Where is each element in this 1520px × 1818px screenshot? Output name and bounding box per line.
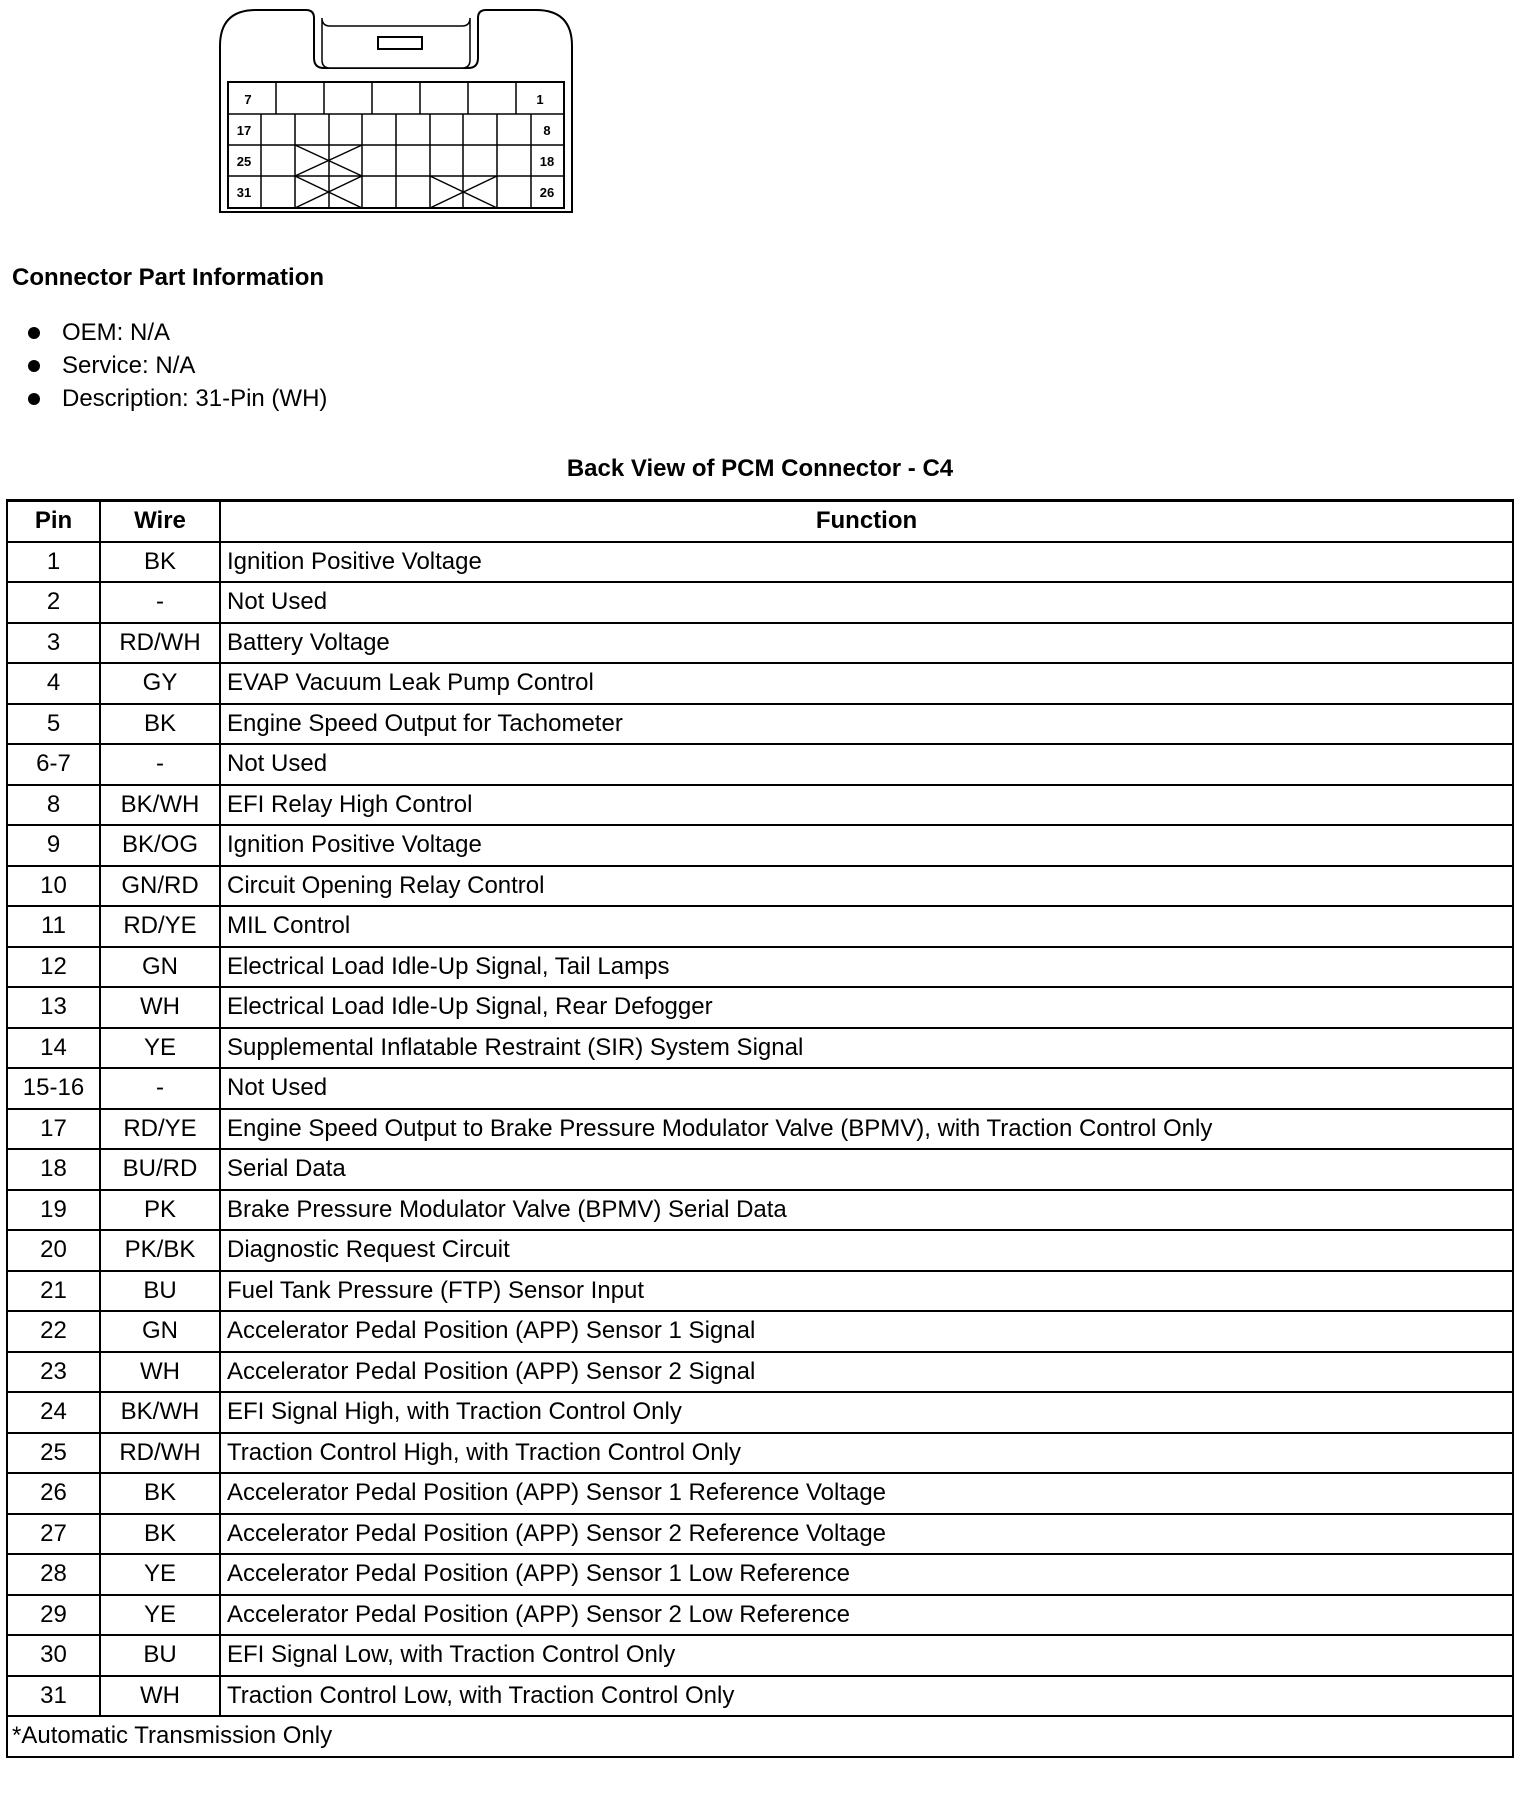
function-cell: Brake Pressure Modulator Valve (BPMV) Serial Data	[220, 1190, 1513, 1231]
pin-cell: 2	[7, 582, 100, 623]
pin-cell: 22	[7, 1311, 100, 1352]
part-info-heading: Connector Part Information	[12, 264, 325, 291]
wire-cell: RD/WH	[100, 1433, 220, 1474]
table-row	[7, 1190, 1513, 1231]
function-cell: Serial Data	[220, 1149, 1513, 1190]
pin-cell: 24	[7, 1392, 100, 1433]
pin-cell: 26	[7, 1473, 100, 1514]
pin-cell: 8	[7, 785, 100, 826]
table-row	[7, 1352, 1513, 1393]
wire-cell: RD/WH	[100, 623, 220, 664]
pin-cell: 31	[7, 1676, 100, 1717]
function-cell: Traction Control Low, with Traction Control Only	[220, 1676, 1513, 1717]
table-row	[7, 1230, 1513, 1271]
bullet-icon	[28, 393, 40, 405]
pin-cell: 3	[7, 623, 100, 664]
function-cell: Electrical Load Idle-Up Signal, Rear Defogger	[220, 987, 1513, 1028]
pin-cell: 12	[7, 947, 100, 988]
function-cell: Not Used	[220, 1068, 1513, 1109]
pin-label-26: 26	[539, 185, 555, 200]
bullet-icon	[28, 360, 40, 372]
pin-cell: 21	[7, 1271, 100, 1312]
part-info-list	[28, 316, 327, 415]
table-footnote: *Automatic Transmission Only	[7, 1716, 1513, 1757]
header-pin: Pin	[7, 501, 100, 542]
wire-cell: GN/RD	[100, 866, 220, 907]
table-row	[7, 947, 1513, 988]
bullet-icon	[28, 327, 40, 339]
function-cell: Traction Control High, with Traction Control Only	[220, 1433, 1513, 1474]
part-info-text: OEM: N/A	[62, 319, 171, 346]
wire-cell: WH	[100, 1676, 220, 1717]
function-cell: EFI Relay High Control	[220, 785, 1513, 826]
function-cell: EVAP Vacuum Leak Pump Control	[220, 663, 1513, 704]
pin-cell: 27	[7, 1514, 100, 1555]
pin-label-8: 8	[543, 123, 551, 138]
function-cell: Accelerator Pedal Position (APP) Sensor 1 Low Reference	[220, 1554, 1513, 1595]
table-row	[7, 1028, 1513, 1069]
wire-cell: GN	[100, 1311, 220, 1352]
wire-cell: -	[100, 1068, 220, 1109]
pin-cell: 4	[7, 663, 100, 704]
function-cell: Diagnostic Request Circuit	[220, 1230, 1513, 1271]
table-row	[7, 623, 1513, 664]
pin-cell: 15-16	[7, 1068, 100, 1109]
pin-label-31: 31	[236, 185, 252, 200]
table-row	[7, 1595, 1513, 1636]
header-wire: Wire	[100, 501, 220, 542]
pin-cell: 9	[7, 825, 100, 866]
wire-cell: YE	[100, 1554, 220, 1595]
table-row	[7, 1109, 1513, 1150]
part-info-item-oem	[28, 316, 327, 349]
table-row	[7, 866, 1513, 907]
function-cell: Accelerator Pedal Position (APP) Sensor 2 Low Reference	[220, 1595, 1513, 1636]
pin-cell: 25	[7, 1433, 100, 1474]
table-row	[7, 1514, 1513, 1555]
table-row	[7, 1473, 1513, 1514]
wire-cell: RD/YE	[100, 1109, 220, 1150]
pin-cell: 23	[7, 1352, 100, 1393]
table-row	[7, 744, 1513, 785]
wire-cell: PK/BK	[100, 1230, 220, 1271]
table-row	[7, 1271, 1513, 1312]
pin-function-table	[6, 499, 1514, 1758]
part-info-text: Service: N/A	[62, 352, 196, 379]
table-row	[7, 663, 1513, 704]
wire-cell: PK	[100, 1190, 220, 1231]
function-cell: Accelerator Pedal Position (APP) Sensor 2 Reference Voltage	[220, 1514, 1513, 1555]
table-title: Back View of PCM Connector - C4	[566, 455, 954, 482]
pin-cell: 6-7	[7, 744, 100, 785]
header-function: Function	[220, 501, 1513, 542]
wire-cell: YE	[100, 1595, 220, 1636]
wire-cell: -	[100, 582, 220, 623]
function-cell: EFI Signal High, with Traction Control Only	[220, 1392, 1513, 1433]
wire-cell: WH	[100, 1352, 220, 1393]
function-cell: Battery Voltage	[220, 623, 1513, 664]
pin-cell: 17	[7, 1109, 100, 1150]
function-cell: Circuit Opening Relay Control	[220, 866, 1513, 907]
pin-cell: 14	[7, 1028, 100, 1069]
pin-label-7: 7	[244, 92, 252, 107]
function-cell: Fuel Tank Pressure (FTP) Sensor Input	[220, 1271, 1513, 1312]
wire-cell: BK	[100, 704, 220, 745]
table-row	[7, 987, 1513, 1028]
table-header-row	[7, 501, 1513, 542]
function-cell: EFI Signal Low, with Traction Control Only	[220, 1635, 1513, 1676]
table-row	[7, 1311, 1513, 1352]
function-cell: Engine Speed Output for Tachometer	[220, 704, 1513, 745]
wire-cell: BU/RD	[100, 1149, 220, 1190]
function-cell: Accelerator Pedal Position (APP) Sensor 1 Signal	[220, 1311, 1513, 1352]
pin-label-18: 18	[539, 154, 555, 169]
wire-cell: BK/WH	[100, 1392, 220, 1433]
wire-cell: GY	[100, 663, 220, 704]
function-cell: Engine Speed Output to Brake Pressure Modulator Valve (BPMV), with Traction Control Only	[220, 1109, 1513, 1150]
pin-cell: 28	[7, 1554, 100, 1595]
wire-cell: BK/OG	[100, 825, 220, 866]
table-row	[7, 1392, 1513, 1433]
part-info-item-description	[28, 382, 327, 415]
pin-cell: 29	[7, 1595, 100, 1636]
function-cell: MIL Control	[220, 906, 1513, 947]
wire-cell: BU	[100, 1635, 220, 1676]
table-row	[7, 785, 1513, 826]
footnote-row	[7, 1716, 1513, 1757]
table-row	[7, 704, 1513, 745]
pin-cell: 19	[7, 1190, 100, 1231]
table-row	[7, 1676, 1513, 1717]
part-info-text: Description: 31-Pin (WH)	[62, 385, 328, 412]
part-info-item-service	[28, 349, 327, 382]
wire-cell: WH	[100, 987, 220, 1028]
table-row	[7, 1149, 1513, 1190]
table-row	[7, 542, 1513, 583]
function-cell: Not Used	[220, 744, 1513, 785]
wire-cell: BK/WH	[100, 785, 220, 826]
pin-label-17: 17	[236, 123, 252, 138]
function-cell: Accelerator Pedal Position (APP) Sensor 2 Signal	[220, 1352, 1513, 1393]
pin-cell: 5	[7, 704, 100, 745]
pin-label-25: 25	[236, 154, 252, 169]
wire-cell: GN	[100, 947, 220, 988]
pin-cell: 13	[7, 987, 100, 1028]
pin-cell: 10	[7, 866, 100, 907]
table-row	[7, 906, 1513, 947]
wire-cell: RD/YE	[100, 906, 220, 947]
pin-cell: 11	[7, 906, 100, 947]
table-row	[7, 1068, 1513, 1109]
table-row	[7, 1554, 1513, 1595]
function-cell: Electrical Load Idle-Up Signal, Tail Lamps	[220, 947, 1513, 988]
table-row	[7, 582, 1513, 623]
table-body	[7, 542, 1513, 1717]
wire-cell: -	[100, 744, 220, 785]
wire-cell: BK	[100, 1514, 220, 1555]
connector-diagram	[218, 6, 574, 214]
wire-cell: YE	[100, 1028, 220, 1069]
function-cell: Not Used	[220, 582, 1513, 623]
function-cell: Accelerator Pedal Position (APP) Sensor 1 Reference Voltage	[220, 1473, 1513, 1514]
wire-cell: BU	[100, 1271, 220, 1312]
pin-cell: 18	[7, 1149, 100, 1190]
wire-cell: BK	[100, 542, 220, 583]
pin-cell: 1	[7, 542, 100, 583]
pin-label-1: 1	[536, 92, 544, 107]
function-cell: Ignition Positive Voltage	[220, 825, 1513, 866]
connector-outline-drawing	[218, 6, 574, 214]
pin-cell: 20	[7, 1230, 100, 1271]
table-row	[7, 1433, 1513, 1474]
table-row	[7, 825, 1513, 866]
table-row	[7, 1635, 1513, 1676]
pin-cell: 30	[7, 1635, 100, 1676]
wire-cell: BK	[100, 1473, 220, 1514]
function-cell: Ignition Positive Voltage	[220, 542, 1513, 583]
function-cell: Supplemental Inflatable Restraint (SIR) System Signal	[220, 1028, 1513, 1069]
